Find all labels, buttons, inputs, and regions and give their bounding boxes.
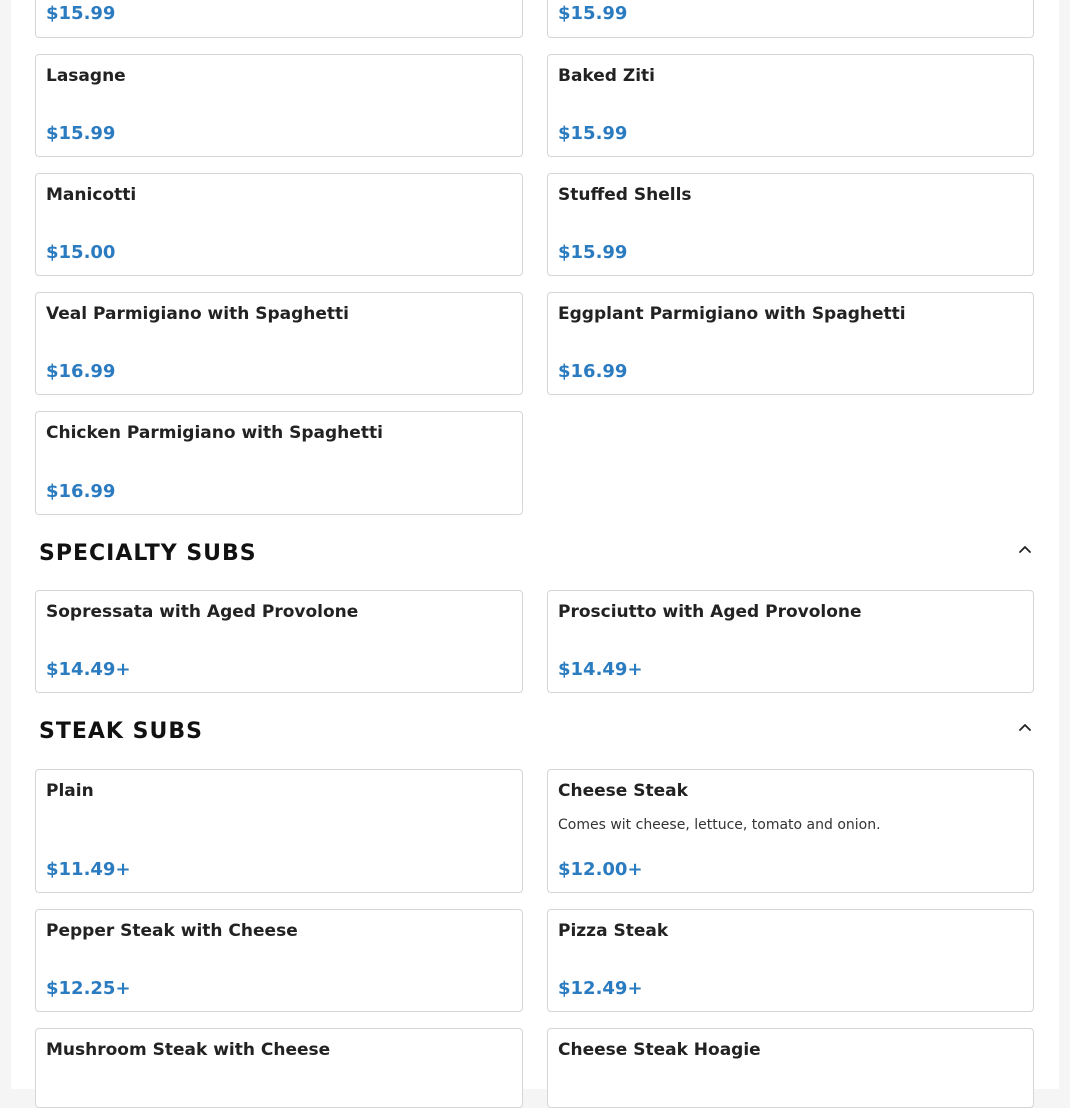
- item-name: Prosciutto with Aged Provolone: [558, 602, 862, 622]
- item-name: Stuffed Shells: [558, 185, 692, 205]
- item-price: $14.49+: [46, 659, 131, 680]
- section-title-steak-subs: STEAK SUBS: [39, 719, 203, 744]
- item-price: $15.99: [558, 3, 628, 24]
- item-name: Cheese Steak Hoagie: [558, 1040, 761, 1060]
- item-price: $14.49+: [558, 659, 643, 680]
- menu-item-card[interactable]: [35, 590, 523, 693]
- menu-item-card[interactable]: [35, 769, 523, 893]
- menu-item-card[interactable]: [547, 54, 1034, 157]
- menu-page: [11, 0, 1059, 1089]
- menu-item-card[interactable]: [547, 292, 1034, 395]
- menu-item-card[interactable]: [35, 173, 523, 276]
- section-title-specialty-subs: SPECIALTY SUBS: [39, 541, 257, 566]
- menu-item-card[interactable]: [547, 0, 1034, 38]
- item-description: Comes wit cheese, lettuce, tomato and onion.: [558, 817, 881, 833]
- menu-item-card[interactable]: [547, 590, 1034, 693]
- menu-item-card[interactable]: [547, 909, 1034, 1012]
- item-name: Baked Ziti: [558, 66, 656, 86]
- item-name: Mushroom Steak with Cheese: [46, 1040, 331, 1060]
- menu-item-card[interactable]: [35, 411, 523, 515]
- chevron-up-icon[interactable]: [1017, 719, 1033, 735]
- item-price: $16.99: [46, 361, 116, 382]
- item-name: Lasagne: [46, 66, 126, 86]
- item-name: Cheese Steak: [558, 781, 688, 801]
- item-price: $12.49+: [558, 978, 643, 999]
- menu-item-card[interactable]: [35, 54, 523, 157]
- item-price: $15.99: [46, 123, 116, 144]
- menu-item-card[interactable]: [547, 173, 1034, 276]
- item-price: $12.25+: [46, 978, 131, 999]
- item-price: $12.00+: [558, 859, 643, 880]
- item-price: $15.99: [558, 242, 628, 263]
- menu-item-card[interactable]: [35, 0, 523, 38]
- menu-item-card[interactable]: [547, 1028, 1034, 1108]
- item-name: Veal Parmigiano with Spaghetti: [46, 304, 349, 324]
- item-name: Chicken Parmigiano with Spaghetti: [46, 423, 383, 443]
- item-name: Eggplant Parmigiano with Spaghetti: [558, 304, 906, 324]
- item-name: Pepper Steak with Cheese: [46, 921, 298, 941]
- item-name: Sopressata with Aged Provolone: [46, 602, 359, 622]
- menu-item-card[interactable]: [35, 1028, 523, 1108]
- item-price: $15.99: [46, 3, 116, 24]
- menu-item-card[interactable]: [35, 292, 523, 395]
- item-price: $11.49+: [46, 859, 131, 880]
- item-price: $15.00: [46, 242, 116, 263]
- item-name: Plain: [46, 781, 94, 801]
- menu-item-card[interactable]: [547, 769, 1034, 893]
- menu-item-card[interactable]: [35, 909, 523, 1012]
- item-price: $16.99: [558, 361, 628, 382]
- chevron-up-icon[interactable]: [1017, 541, 1033, 557]
- item-price: $15.99: [558, 123, 628, 144]
- item-name: Pizza Steak: [558, 921, 669, 941]
- item-name: Manicotti: [46, 185, 137, 205]
- item-price: $16.99: [46, 481, 116, 502]
